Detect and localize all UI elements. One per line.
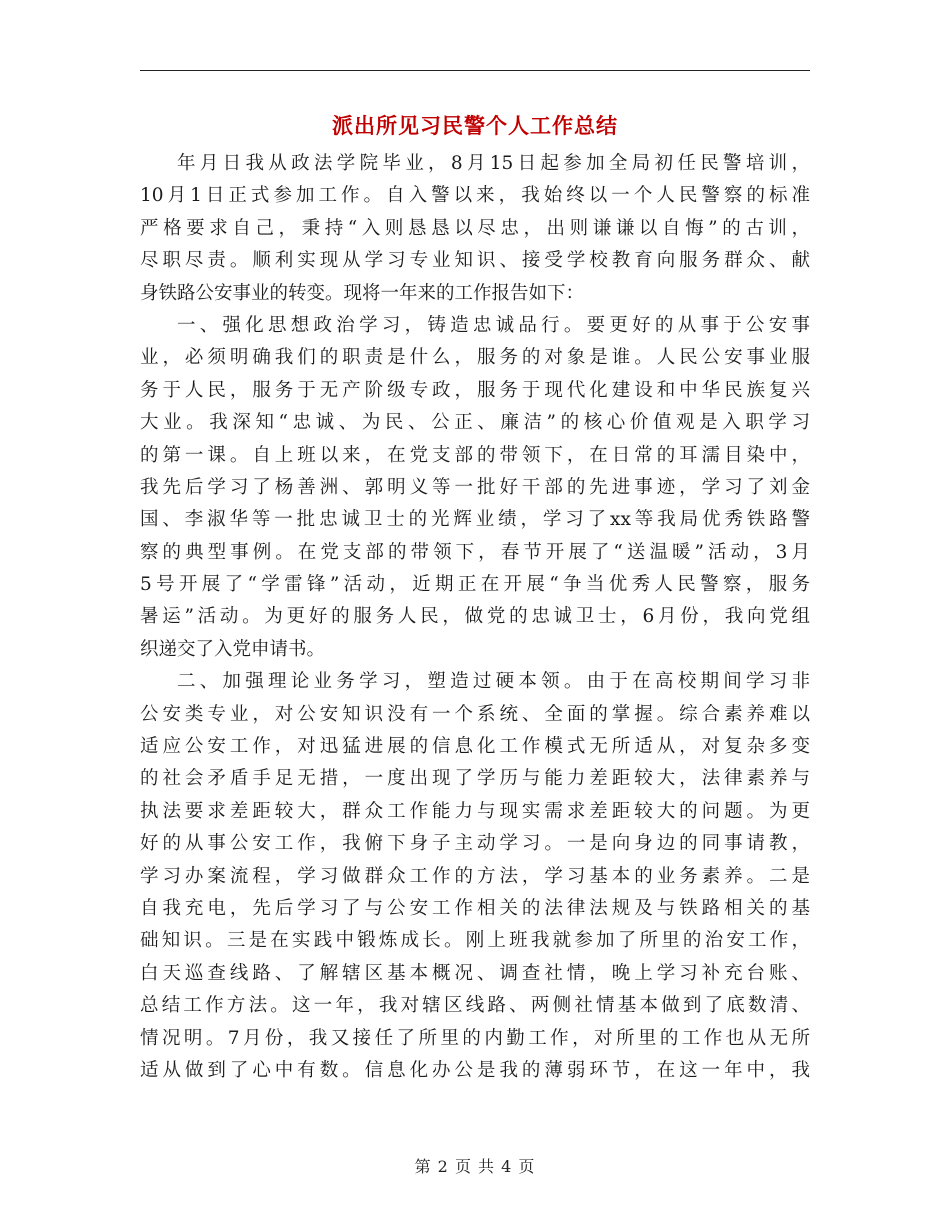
- body-line: 好的从事公安工作，我俯下身子主动学习。一是向身边的同事请教，: [140, 833, 810, 855]
- body-line: 学习办案流程，学习做群众工作的方法，学习基本的业务素养。二是: [140, 865, 810, 887]
- body-line: 5号开展了“学雷锋”活动，近期正在开展“争当优秀人民警察，服务: [140, 574, 810, 596]
- body-line: 公安类专业，对公安知识没有一个系统、全面的掌握。综合素养难以: [140, 703, 810, 725]
- body-line: 我先后学习了杨善洲、郭明义等一批好干部的先进事迹，学习了刘金: [140, 476, 810, 498]
- body-line: 执法要求差距较大，群众工作能力与现实需求差距较大的问题。为更: [140, 800, 810, 822]
- body-line: 国、李淑华等一批忠诚卫士的光辉业绩，学习了xx等我局优秀铁路警: [140, 509, 810, 531]
- body-line: 身铁路公安事业的转变。现将一年来的工作报告如下：: [140, 282, 585, 304]
- body-line: 察的典型事例。在党支部的带领下，春节开展了“送温暖”活动，3月: [140, 541, 810, 563]
- body-line: 自我充电，先后学习了与公安工作相关的法律法规及与铁路相关的基: [140, 897, 810, 919]
- document-body: [140, 148, 810, 1087]
- body-line: 总结工作方法。这一年，我对辖区线路、两侧社情基本做到了底数清、: [140, 995, 810, 1017]
- body-line: 适从做到了心中有数。信息化办公是我的薄弱环节，在这一年中，我: [140, 1059, 810, 1081]
- body-line: 二、加强理论业务学习，塑造过硬本领。由于在高校期间学习非: [177, 671, 810, 693]
- body-line: 务于人民，服务于无产阶级专政，服务于现代化建设和中华民族复兴: [140, 379, 810, 401]
- body-line: 情况明。7月份，我又接任了所里的内勤工作，对所里的工作也从无所: [140, 1027, 810, 1049]
- body-line: 一、强化思想政治学习，铸造忠诚品行。要更好的从事于公安事: [177, 314, 810, 336]
- body-line: 严格要求自己，秉持“入则恳恳以尽忠，出则谦谦以自悔”的古训，: [140, 217, 810, 239]
- body-line: 年月日我从政法学院毕业，8月15日起参加全局初任民警培训，: [177, 153, 810, 174]
- body-line: 础知识。三是在实践中锻炼成长。刚上班我就参加了所里的治安工作，: [140, 930, 810, 952]
- body-line: 暑运”活动。为更好的服务人民，做党的忠诚卫士，6月份，我向党组: [140, 606, 810, 628]
- body-line: 白天巡查线路、了解辖区基本概况、调查社情，晚上学习补充台账、: [140, 962, 810, 984]
- body-line: 的社会矛盾手足无措，一度出现了学历与能力差距较大，法律素养与: [140, 768, 810, 790]
- page-footer: 第 2 页 共 4 页: [414, 1157, 536, 1176]
- body-line: 的第一课。自上班以来，在党支部的带领下，在日常的耳濡目染中，: [140, 444, 810, 466]
- body-line: 尽职尽责。顺利实现从学习专业知识、接受学校教育向服务群众、献: [140, 250, 810, 272]
- header-rule: [140, 70, 810, 71]
- body-line: 10月1日正式参加工作。自入警以来，我始终以一个人民警察的标准: [140, 185, 810, 207]
- body-line: 适应公安工作，对迅猛进展的信息化工作模式无所适从，对复杂多变: [140, 736, 810, 758]
- body-line: 业，必须明确我们的职责是什么，服务的对象是谁。人民公安事业服: [140, 347, 810, 369]
- body-line: 织递交了入党申请书。: [140, 638, 326, 660]
- document-title: 派出所见习民警个人工作总结: [332, 113, 618, 138]
- body-line: 大业。我深知“忠诚、为民、公正、廉洁”的核心价值观是入职学习: [140, 412, 810, 434]
